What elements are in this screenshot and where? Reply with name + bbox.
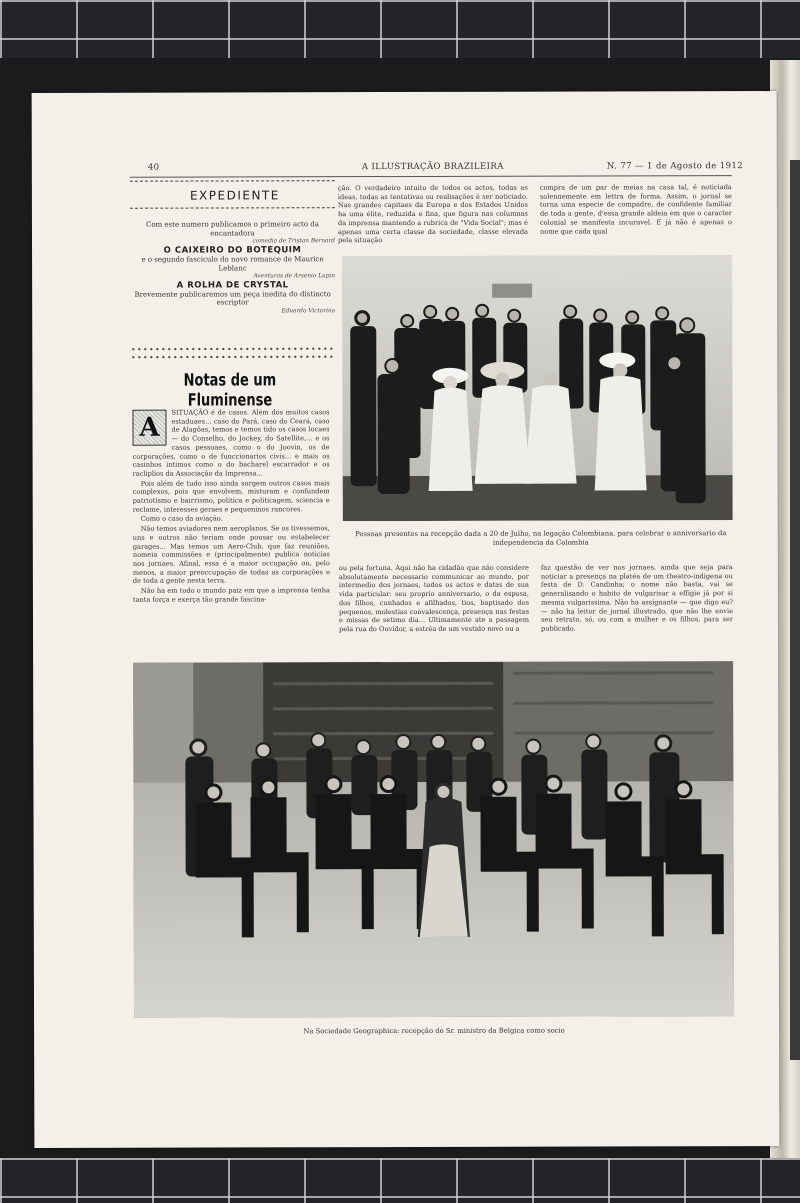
photo-2-figures <box>133 661 734 1018</box>
photo-1-figures <box>342 255 733 521</box>
article-title: Notas de um Fluminense <box>183 370 277 411</box>
expediente-intro: Com este numero publicamos o primeiro acto da encantadora <box>145 220 319 238</box>
expediente-title: EXPEDIENTE <box>189 188 280 203</box>
header-rule <box>130 175 732 178</box>
photo-sociedade-geographica <box>133 661 734 1018</box>
col1-para-5: Não ha em todo o mundo paiz em que a imprensa tenha tanta força e exerça tão grande fascina- <box>132 586 330 604</box>
magazine-page <box>32 91 780 1148</box>
expediente-body <box>130 220 335 316</box>
masthead: A ILLUSTRAÇÃO BRAZILEIRA <box>361 161 504 173</box>
photo-colombian-legation <box>342 255 733 521</box>
article-column-3-bottom: faz questão de ver nos jornaes, ainda que seja para noticiar a presença na platéa de um theatro-indigena ou festa de D. Candinha; o nome não basta, vai se generalisando o habito de vulgarisar a effigie já por si mesma vulgarissima. Não ha assignante — que digo eu? — não ha leitor de jornal illustrado, que não lhe envie seu retrato, só, ou com a mulher e os filhos, para ser publicado. <box>540 563 734 633</box>
page-number: 40 <box>147 162 160 173</box>
col1-para-3: Como o caso da aviação. <box>140 514 223 524</box>
issue-date: N. 77 — 1 de Agosto de 1912 <box>606 161 744 172</box>
article-column-1 <box>132 408 330 605</box>
play-title-2: A ROLHA DE CRYSTAL <box>176 280 289 291</box>
col1-para-4: Não temos aviadores nem aeroplanos. Se os tivessemos, uns e outros não teriam onde pousar ou estabelecer garages... Mas temos um Aero-Club, que faz reuniões, nomeia commissões e (principalmente) publica noticias nos jornaes. Afinal, essa é a maior occupação ou, pelo menos, a maior preoccupação de todas as corporações e de toda a gente nesta terra. <box>132 524 330 586</box>
cutting-mat-bottom <box>0 1158 800 1203</box>
play-title-1: O CAIXEIRO DO BOTEQUIM <box>163 245 302 256</box>
article-column-3-top: compra de um par de meias na casa tal, é noticiada solennemente em lettra de forma. Assim, o jornal se torna uma especie de compadre, de confidente familiar de toda a gente, d'essa grande aldeia em que o caracter colonial se manifesta incuravel. E já não é apenas o nome que cada qual <box>539 183 732 236</box>
photo-1-caption: Pessoas presentes na recepção dada a 20 de Julho, na legação Colombiana, para celebrar o anniversario da independencia da Colombia <box>355 529 727 547</box>
credit-1: comedia de Tristan Bernard <box>252 238 336 245</box>
credit-3: Eduardo Victorino <box>281 308 336 315</box>
article-column-2-top: ção. O verdadeiro intuito de todos os actos, todas as ideas, todas as tentativas ou realisações é ser noticiado. Nas grandes capitaes da Europa e dos Estados Unidos ha uma élite, reduzida e fina, que figura nas columnas da imprensa mantendo a rubrica de "Vida Social"; mas é apenas uma certa classe da sociedade, classe elevada pela situação <box>337 183 528 245</box>
expediente-sub: e o segundo fasciculo do novo romance de Maurice Leblanc <box>141 255 324 273</box>
photo-2-caption: Na Sociedade Geographica: recepção do Sr. ministro da Belgica como socio <box>303 1026 565 1036</box>
binding-edge <box>790 160 800 1060</box>
expediente-outro: Brevemente publicaremos um peça inedita do distincto escriptor <box>134 289 331 307</box>
credit-2: Aventuras de Arsenio Lupin <box>253 273 336 280</box>
ornament-rule-1 <box>130 346 335 352</box>
ornament-rule-2 <box>130 354 335 360</box>
col1-para-1: SITUAÇÃO é de casos. Além dos muitos casos estaduaes... caso do Pará, caso do Ceará, caso de Alagôas, temos e temos tido os casos locaes — do Conselho, do Jockey, do Satellite,... e os casos pessoaes, como o do Joovin, os de corporações, como o de funccionarios civis... e mais os casinhos intimos como o do bacharel escarrador e os racliplios da Associação da Imprensa... <box>132 408 330 478</box>
col1-para-2: Pois além de tudo isso ainda surgem outros casos mais complexos, pois que envolvem, misturam e confundem patriotismo e bairrismo, politica e politicagem, sciencia e reclame, interesses geraes e pequeninos rancores. <box>132 478 330 514</box>
cutting-mat-top <box>0 0 800 58</box>
drop-cap: A <box>132 410 166 446</box>
article-column-2-bottom: ou pela fortuna. Aqui não ha cidadão que não considere absolutamente necessario communicar ao mundo, por intermedio dos jornaes, todos os actos e datas de sua vida particular: seu proprio anniversario, o da esposa, dos filhos, cunhados e afilhados, tios, baptisado dos pequenos, molestias convalescença, presença nas festas e missas de setimo dia... Ultimamente ate a passagem pela rua do Ouvidor, a estréa de um vestido novo ou a <box>338 563 530 634</box>
